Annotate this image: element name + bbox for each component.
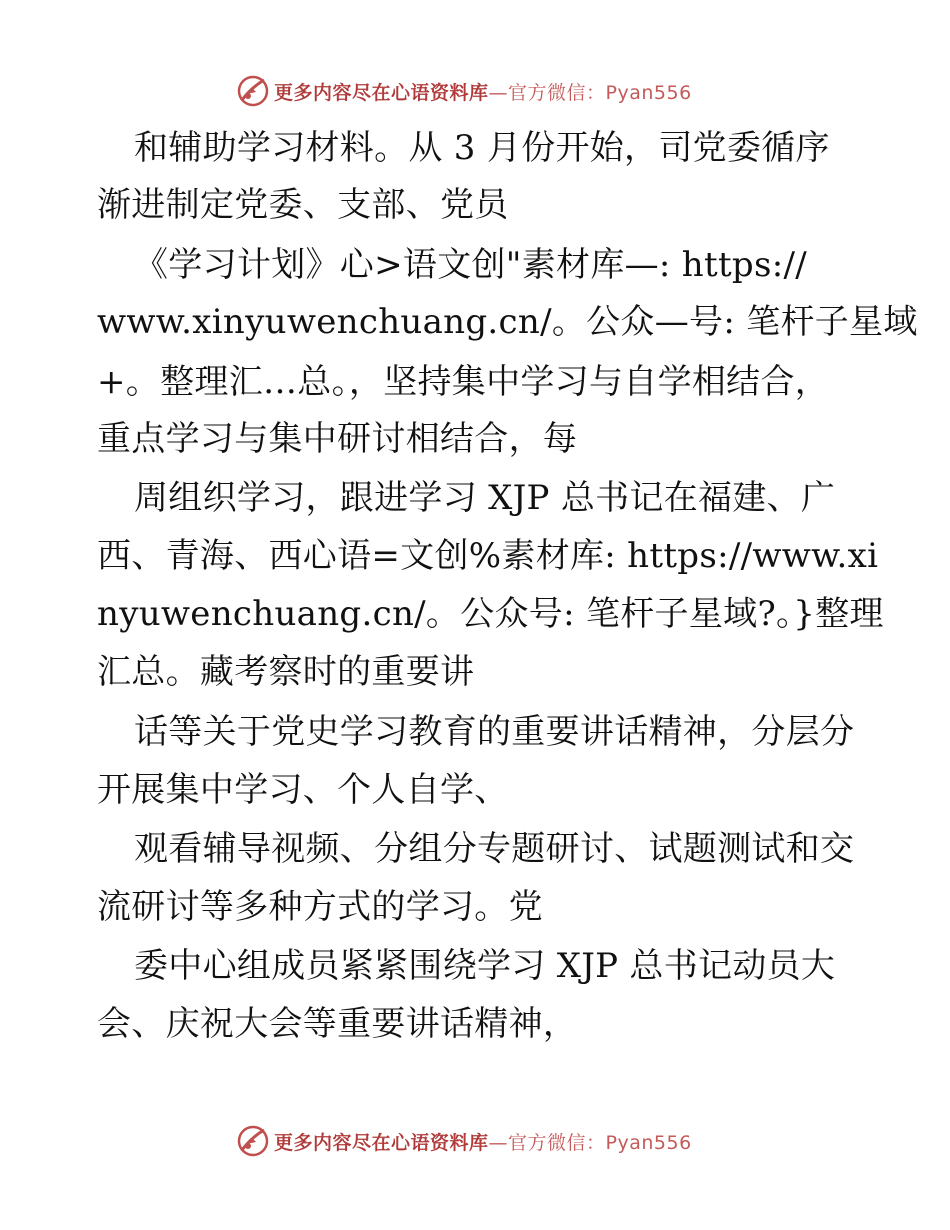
body-line: 开展集中学习、个人自学、 [97,770,509,810]
body-line: 观看辅导视频、分组分专题研讨、试题测试和交 [134,829,855,869]
body-line: 委中心组成员紧紧围绕学习 XJP 总书记动员大 [134,946,836,986]
header-banner-rest: —官方微信：Pyan556 [488,81,692,104]
footer-banner-text [274,1128,692,1155]
body-line: 会、庆祝大会等重要讲话精神， [97,1004,578,1044]
body-line: 周组织学习，跟进学习 XJP 总书记在福建、广 [134,478,836,518]
body-line: 渐进制定党委、支部、党员 [97,185,509,225]
footer-banner [236,1124,692,1158]
footer-banner-lead: 更多内容尽在心语资料库 [274,1131,489,1154]
body-line: 流研讨等多种方式的学习。党 [97,887,543,927]
body-line: 汇总。藏考察时的重要讲 [97,652,475,692]
header-banner-lead: 更多内容尽在心语资料库 [274,81,489,104]
body-line: www.xinyuwenchuang.cn/。公众—号: 笔杆子星域 [97,302,918,342]
body-line: 《学习计划》心>语文创"素材库—: https:// [134,245,807,285]
body-line: 话等关于党史学习教育的重要讲话精神，分层分 [134,712,855,752]
body-line: +。整理汇…总。，坚持集中学习与自学相结合， [97,362,830,402]
body-line: 和辅助学习材料。从 3 月份开始，司党委循序 [134,128,830,168]
pen-nib-logo-icon [236,1124,270,1158]
body-line: 重点学习与集中研讨相结合，每 [97,419,578,459]
body-line: 西、青海、西心语=文创%素材库: https://www.xi [97,536,879,576]
body-line: nyuwenchuang.cn/。公众号: 笔杆子星域?。}整理 [97,594,884,634]
footer-banner-rest: —官方微信：Pyan556 [488,1131,692,1154]
